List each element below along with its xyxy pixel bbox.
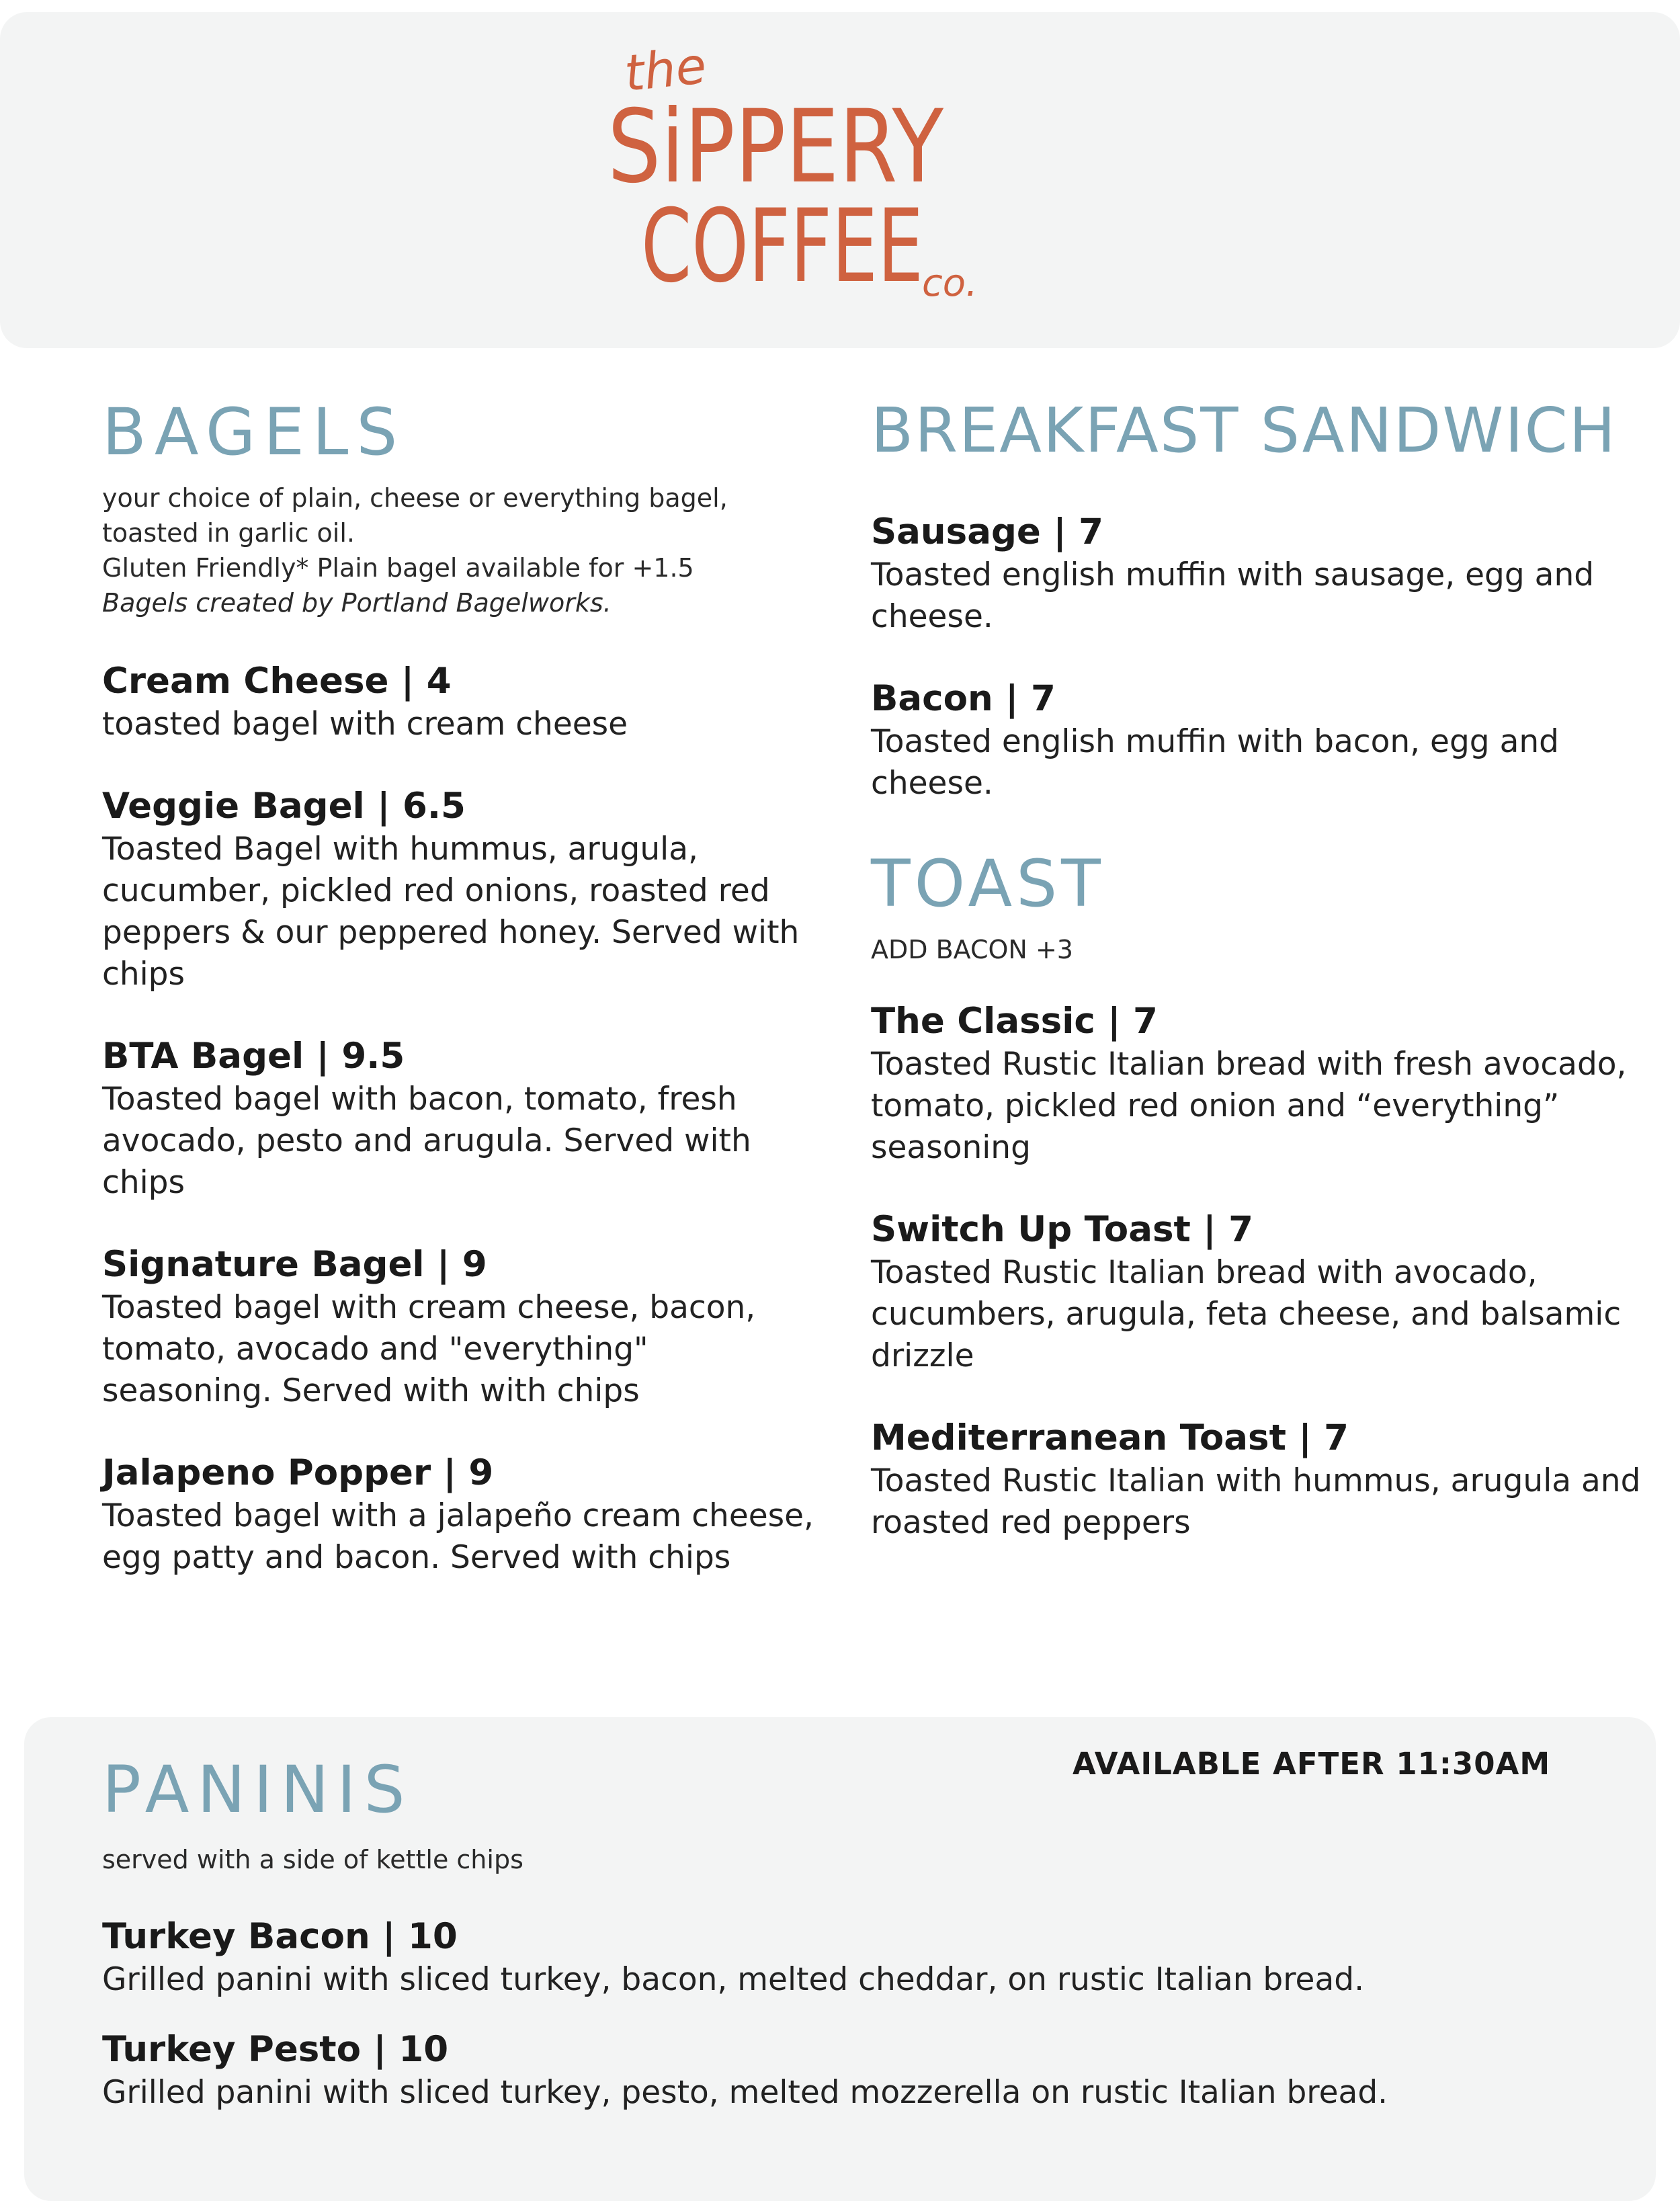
menu-item <box>871 999 1657 1169</box>
item-description: Grilled panini with sliced turkey, bacon, melted cheddar, on rustic Italian bread. <box>102 1961 1365 1998</box>
logo-co: co. <box>922 261 978 305</box>
menu-item <box>102 659 814 745</box>
item-name: Turkey Pesto | 10 <box>102 2029 449 2070</box>
bagels-intro <box>102 481 814 620</box>
item-name: Jalapeno Popper | 9 <box>102 1452 494 1493</box>
bagels-section <box>102 394 814 1579</box>
item-description: Toasted bagel with a jalapeño cream cheese, egg patty and bacon. Served with chips <box>102 1497 814 1576</box>
item-name: Sausage | 7 <box>871 511 1104 552</box>
menu-item <box>102 1243 814 1412</box>
menu-item <box>102 1915 1614 2001</box>
item-name: Veggie Bagel | 6.5 <box>102 786 466 827</box>
paninis-note: served with a side of kettle chips <box>102 1845 523 1874</box>
menu-item <box>871 1208 1657 1377</box>
item-description: Toasted Rustic Italian bread with avocado, cucumbers, arugula, feta cheese, and balsamic drizzle <box>871 1254 1622 1374</box>
toast-section <box>871 846 1657 1544</box>
toast-note: ADD BACON +3 <box>871 935 1073 964</box>
item-description: Grilled panini with sliced turkey, pesto, melted mozzerella on rustic Italian bread. <box>102 2074 1388 2111</box>
availability-note: AVAILABLE AFTER 11:30AM <box>1073 1746 1551 1782</box>
bagels-credit: Bagels created by Portland Bagelworks. <box>102 588 612 618</box>
logo-the: the <box>622 47 710 103</box>
item-description: Toasted english muffin with sausage, egg and cheese. <box>871 556 1595 635</box>
item-description: Toasted Bagel with hummus, arugula, cucumber, pickled red onions, roasted red peppers & our peppered honey. Served with chips <box>102 831 800 993</box>
item-description: toasted bagel with cream cheese <box>102 706 628 743</box>
logo-graphic <box>605 47 981 316</box>
breakfast-section <box>871 394 1657 804</box>
toast-title: TOAST <box>871 846 1105 921</box>
item-name: The Classic | 7 <box>871 1001 1158 1042</box>
menu-item <box>871 510 1657 638</box>
item-name: Signature Bagel | 9 <box>102 1244 487 1285</box>
menu-item <box>102 2028 1614 2114</box>
item-name: Cream Cheese | 4 <box>102 661 452 702</box>
menu-item <box>102 1034 814 1204</box>
bagels-intro-line: Gluten Friendly* Plain bagel available for +1.5 <box>102 553 694 583</box>
menu-item <box>102 784 814 995</box>
item-description: Toasted english muffin with bacon, egg and cheese. <box>871 723 1559 802</box>
menu-item <box>871 677 1657 804</box>
right-column <box>871 394 1657 1544</box>
item-description: Toasted Rustic Italian bread with fresh avocado, tomato, pickled red onion and “everything” seasoning <box>871 1046 1627 1166</box>
logo-coffee: COFFEE <box>641 188 923 305</box>
paninis-title: PANINIS <box>102 1752 413 1827</box>
menu-item <box>102 1451 814 1579</box>
bagels-intro-line: your choice of plain, cheese or everything bagel, <box>102 483 728 513</box>
item-name: Turkey Bacon | 10 <box>102 1916 458 1957</box>
menu-item <box>871 1416 1657 1544</box>
paninis-section <box>102 1752 1614 2114</box>
item-name: Switch Up Toast | 7 <box>871 1209 1253 1250</box>
sippery-coffee-logo <box>605 47 981 316</box>
item-name: BTA Bagel | 9.5 <box>102 1036 405 1077</box>
item-name: Bacon | 7 <box>871 678 1056 719</box>
bagels-intro-line: toasted in garlic oil. <box>102 518 355 548</box>
bagels-title: BAGELS <box>102 394 406 470</box>
item-description: Toasted bagel with bacon, tomato, fresh avocado, pesto and arugula. Served with chips <box>102 1081 751 1201</box>
logo-sippery: SiPPERY <box>607 89 944 206</box>
item-description: Toasted Rustic Italian with hummus, arugula and roasted red peppers <box>871 1462 1641 1541</box>
item-description: Toasted bagel with cream cheese, bacon, tomato, avocado and "everything" seasoning. Served with with chips <box>102 1289 756 1409</box>
breakfast-title: BREAKFAST SANDWICH <box>871 394 1617 466</box>
item-name: Mediterranean Toast | 7 <box>871 1417 1349 1458</box>
